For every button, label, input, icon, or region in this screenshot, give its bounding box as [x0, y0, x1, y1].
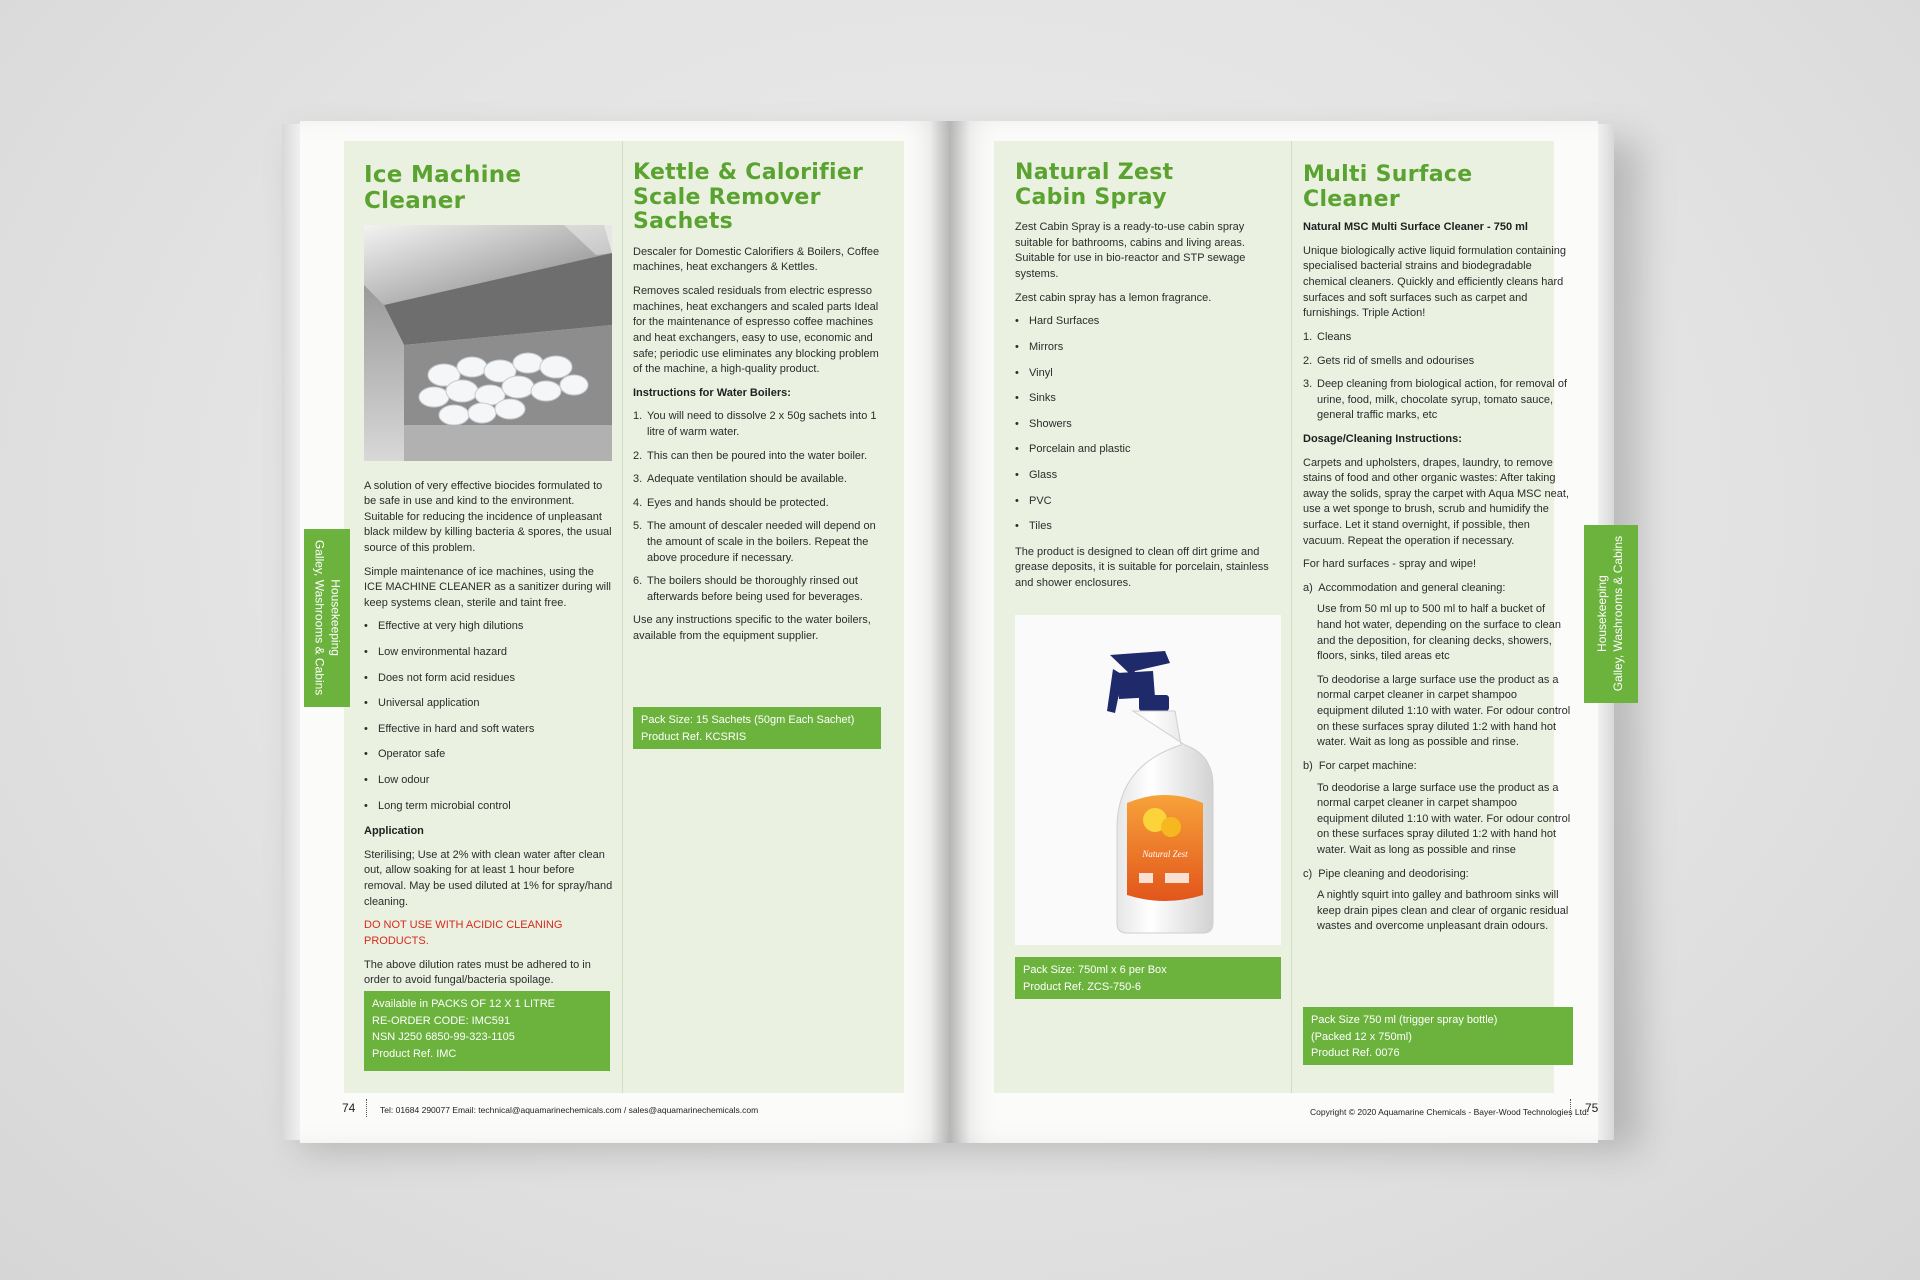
pack-line: Available in PACKS OF 12 X 1 LITRE	[372, 998, 556, 1010]
ice-machine-title: Ice Machine Cleaner	[364, 162, 522, 214]
list-item: • Hard Surfaces	[1015, 314, 1277, 330]
list-item	[633, 449, 885, 465]
instruction-a-text: Use from 50 ml up to 500 ml to half a bucket of hand hot water, depending on the surface to clean and the deposition, for cleaning decks, showers, floors, sinks, tiled areas etc	[1317, 603, 1562, 663]
step-number: 3.	[633, 473, 643, 486]
zest-fragrance: Zest cabin spray has a lemon fragrance.	[1015, 291, 1212, 304]
zest-description: Zest Cabin Spray is a ready-to-use cabin spray suitable for bathrooms, cabins and living areas. Suitable for use in bio-reactor and STP sewage systems.	[1015, 221, 1246, 281]
book-gutter	[930, 121, 970, 1143]
triple-action-list	[1303, 330, 1571, 424]
page-number: 75	[1585, 1101, 1599, 1115]
acid-warning: DO NOT USE WITH ACIDIC CLEANING PRODUCTS.	[364, 919, 563, 947]
step-text: You will need to dissolve 2 x 50g sachets into 1 litre of warm water.	[647, 410, 877, 438]
column-divider	[1291, 141, 1292, 1093]
footer-contact: Tel: 01684 290077 Email: technical@aquamarinechemicals.com / sales@aquamarinechemicals.com	[380, 1105, 759, 1115]
list-item	[633, 472, 885, 488]
list-item	[633, 496, 885, 512]
kettle-pack-box	[633, 707, 881, 749]
instruction-title: Accommodation and general cleaning:	[1318, 581, 1506, 594]
kettle-description: Descaler for Domestic Calorifiers & Boilers, Coffee machines, heat exchangers & Kettles.	[633, 245, 880, 274]
bottle-label-text: Natural Zest	[1142, 849, 1188, 859]
step-text: Adequate ventilation should be available.	[647, 473, 847, 486]
tab-line: Galley, Washrooms & Cabins	[1611, 536, 1626, 692]
carpets-instructions: Carpets and upholsters, drapes, laundry, to remove stains of food and other organic wastes: After taking away the solids, spray the carpet with Aqua MSC neat, use a wet sponge to brush, scrub and humidify the surface. Let it stand overnight, if possible, then vacuum. Repeat the operation if necessary.	[1303, 456, 1569, 547]
step-number: 2.	[633, 449, 643, 462]
multi-surface-title: Multi Surface Cleaner	[1303, 162, 1473, 212]
step-number: 6.	[633, 575, 643, 588]
list-item: • Effective in hard and soft waters	[364, 722, 614, 738]
instruction-label: c)	[1303, 867, 1313, 880]
title-line: Natural Zest	[1015, 160, 1174, 185]
list-item	[633, 519, 885, 566]
step-number: 4.	[633, 496, 643, 509]
section-side-tab	[1584, 525, 1638, 703]
instruction-label: a)	[1303, 581, 1313, 594]
zest-title	[1015, 161, 1277, 210]
zest-spray-bottle-image	[1015, 615, 1281, 945]
ice-machine-image	[364, 225, 612, 461]
step-number: 1.	[633, 410, 643, 423]
pack-line: (Packed 12 x 750ml)	[1311, 1030, 1412, 1043]
list-item: • Glass	[1015, 468, 1277, 484]
title-line: Cabin Spray	[1015, 184, 1167, 210]
hard-surfaces-note: For hard surfaces - spray and wipe!	[1303, 558, 1477, 571]
list-item: • PVC	[1015, 494, 1277, 510]
kettle-details: Removes scaled residuals from electric espresso machines, heat exchangers and scaled parts Ideal for the maintenance of espresso coffee machines and heat exchangers, easy to use, economic and safe; periodic use eliminates any blocking problem of the machine, a high-quality product.	[633, 285, 879, 376]
right-page	[950, 121, 1626, 1143]
instructions-heading: Instructions for Water Boilers:	[633, 386, 791, 399]
zest-usage: The product is designed to clean off dirt grime and grease deposits, it is suitable for porcelain, stainless and shower enclosures.	[1015, 545, 1269, 589]
footer-separator	[1570, 1099, 1572, 1117]
pack-line: Pack Size: 15 Sachets (50gm Each Sachet)	[641, 714, 855, 726]
zest-pack-box	[1015, 957, 1281, 999]
pack-line: NSN J250 6850-99-323-1105	[372, 1031, 515, 1043]
step-number: 3.	[1303, 378, 1313, 391]
dilution-note: The above dilution rates must be adhered to in order to avoid fungal/bacteria spoilage.	[364, 958, 591, 987]
application-heading: Application	[364, 825, 424, 838]
pack-line: Product Ref. ZCS-750-6	[1023, 980, 1141, 993]
footer-copyright: Copyright © 2020 Aquamarine Chemicals - Bayer-Wood Technologies Ltd.	[1310, 1107, 1590, 1117]
list-item: • Tiles	[1015, 519, 1277, 535]
list-item: • Universal application	[364, 696, 614, 712]
pack-line: RE-ORDER CODE: IMC591	[372, 1014, 511, 1027]
instruction-a-text-2: To deodorise a large surface use the product as a normal carpet cleaner in carpet shampoo equipment diluted 1:10 with water. For odour control on these surfaces spray diluted 1:2 with hand hot water. Wait as long as possible and rinse.	[1317, 673, 1571, 749]
multi-surface-pack-box	[1303, 1007, 1573, 1065]
instruction-title: Pipe cleaning and deodorising:	[1318, 867, 1469, 880]
tab-line: Galley, Washrooms & Cabins	[313, 540, 328, 696]
side-tab-label	[1595, 536, 1626, 691]
list-item	[1303, 377, 1571, 424]
footer-separator	[366, 1099, 368, 1117]
list-item	[633, 409, 885, 440]
kettle-note: Use any instructions specific to the water boilers, available from the equipment supplier.	[633, 614, 871, 643]
instruction-b-text: To deodorise a large surface use the product as a normal carpet cleaner in carpet shampoo equipment diluted 1:10 with water. For odour control on these surfaces spray diluted 1:2 with hand hot water. Wait as long as possible and rinse	[1317, 781, 1571, 856]
title-line: Sachets	[633, 209, 734, 235]
step-text: The boilers should be thoroughly rinsed out afterwards before being used for beverages.	[647, 575, 863, 603]
list-item: • Porcelain and plastic	[1015, 442, 1277, 458]
ice-machine-maintenance: Simple maintenance of ice machines, using the ICE MACHINE CLEANER as a sanitizer during will keep systems clean, sterile and taint free.	[364, 565, 611, 609]
list-item: • Sinks	[1015, 391, 1277, 407]
ice-machine-intro: A solution of very effective biocides formulated to be safe in use and kind to the environment. Suitable for reducing the incidence of unpleasant black mildew by killing bacteria & spores, the usual source of this problem.	[364, 479, 612, 554]
left-page-edge	[282, 124, 302, 1140]
kettle-title	[633, 161, 885, 235]
list-item: • Vinyl	[1015, 366, 1277, 382]
list-item: • Does not form acid residues	[364, 671, 614, 687]
ice-machine-pack-box	[364, 991, 610, 1071]
list-item: • Low odour	[364, 773, 614, 789]
left-page	[300, 121, 950, 1143]
pack-line: Product Ref. KCSRIS	[641, 730, 747, 743]
pack-line: Product Ref. 0076	[1311, 1047, 1400, 1059]
list-item	[1303, 354, 1571, 370]
list-item: • Low environmental hazard	[364, 645, 614, 661]
instruction-c-text: A nightly squirt into galley and bathroom sinks will keep drain pipes clean and clear of organic residual wastes and overcome unpleasant drain odours.	[1317, 889, 1569, 933]
boiler-steps	[633, 409, 885, 605]
step-number: 5.	[633, 520, 643, 533]
tab-line: Housekeeping	[328, 579, 343, 657]
list-item: • Long term microbial control	[364, 799, 614, 815]
column-divider	[622, 141, 623, 1093]
ice-machine-section	[364, 163, 614, 997]
multi-surface-section	[1303, 163, 1571, 943]
tab-line: Housekeeping	[1595, 575, 1610, 653]
instruction-label: b)	[1303, 759, 1313, 772]
multi-surface-subtitle: Natural MSC Multi Surface Cleaner - 750 ml	[1303, 221, 1528, 234]
pack-line: Pack Size 750 ml (trigger spray bottle)	[1311, 1014, 1498, 1026]
ice-machine-benefits	[364, 619, 614, 814]
application-text: Sterilising; Use at 2% with clean water after clean out, allow soaking for at least 1 hour before removal. May be used diluted at 1% for spray/hand cleaning.	[364, 848, 613, 908]
section-side-tab	[304, 529, 350, 707]
kettle-descaler-section	[633, 161, 885, 653]
list-item: • Effective at very high dilutions	[364, 619, 614, 635]
instruction-title: For carpet machine:	[1318, 759, 1417, 772]
instruction-a-heading	[1303, 581, 1571, 597]
natural-zest-section	[1015, 161, 1277, 600]
title-line: Scale Remover	[633, 184, 821, 210]
instruction-b-heading	[1303, 759, 1571, 775]
list-item: • Showers	[1015, 417, 1277, 433]
step-text: Eyes and hands should be protected.	[647, 496, 829, 509]
pack-line: Product Ref. IMC	[372, 1047, 457, 1060]
multi-surface-description: Unique biologically active liquid formulation containing specialised bacterial strains and biodegradable chemical cleaners. Quickly and efficiently cleans hard surfaces and soft surfaces such as carpet and furnishings. Triple Action!	[1303, 244, 1566, 320]
step-text: Cleans	[1317, 330, 1352, 343]
side-tab-label	[311, 540, 342, 695]
title-line: Kettle & Calorifier	[633, 160, 864, 185]
zest-surfaces	[1015, 314, 1277, 534]
instruction-c-heading	[1303, 867, 1571, 883]
step-text: This can then be poured into the water boiler.	[647, 449, 868, 462]
step-text: Gets rid of smells and odourises	[1317, 354, 1475, 367]
dosage-heading: Dosage/Cleaning Instructions:	[1303, 432, 1462, 445]
list-item	[1303, 330, 1571, 346]
pack-line: Pack Size: 750ml x 6 per Box	[1023, 964, 1167, 976]
page-number: 74	[342, 1101, 356, 1115]
list-item: • Mirrors	[1015, 340, 1277, 356]
list-item	[633, 574, 885, 605]
step-number: 2.	[1303, 354, 1313, 367]
list-item: • Operator safe	[364, 747, 614, 763]
step-number: 1.	[1303, 330, 1313, 343]
step-text: The amount of descaler needed will depend on the amount of scale in the boilers. Repeat the above procedure if necessary.	[647, 520, 876, 564]
step-text: Deep cleaning from biological action, for removal of urine, food, milk, chocolate syrup, tomato sauce, general traffic marks, etc	[1317, 378, 1568, 422]
